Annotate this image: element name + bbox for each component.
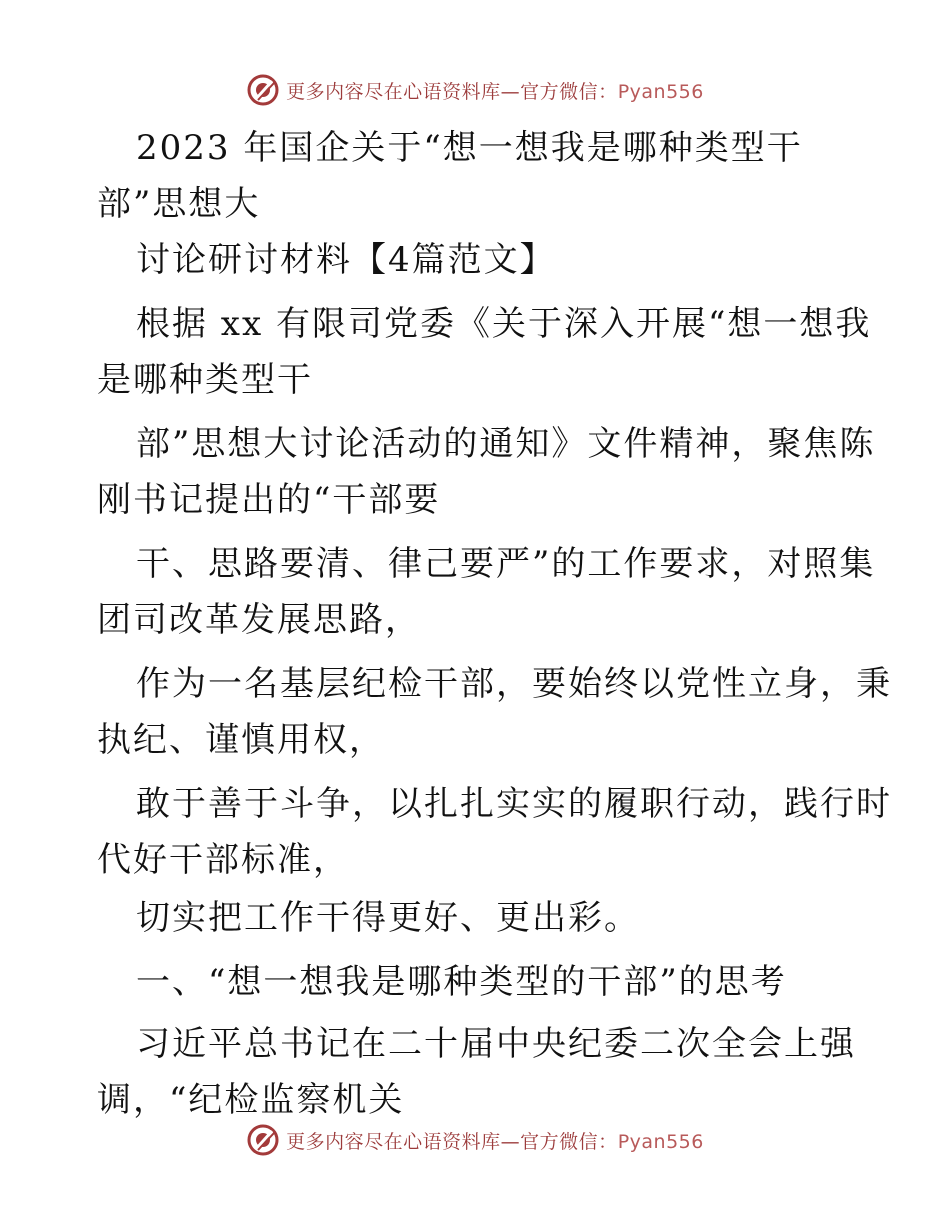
watermark-brand: 更多内容尽在心语资料库	[286, 80, 501, 103]
paragraph-line: 是哪种类型干	[97, 360, 313, 400]
paragraph-line: 调，“纪检监察机关	[97, 1080, 405, 1120]
paragraph-line: 切实把工作干得更好、更出彩。	[136, 898, 640, 938]
header-watermark	[0, 70, 950, 110]
paragraph-line: 代好干部标准，	[97, 840, 349, 880]
paragraph-line: 根据 xx 有限司党委《关于深入开展“想一想我	[136, 304, 872, 344]
paragraph-line: 干、思路要清、律己要严”的工作要求，对照集	[136, 544, 876, 584]
watermark-wechat-label: 官方微信：	[520, 80, 618, 103]
paragraph-line: 部”思想大讨论活动的通知》文件精神，聚焦陈	[136, 424, 876, 464]
paragraph-line: 团司改革发展思路，	[97, 600, 421, 640]
paragraph-line: 习近平总书记在二十届中央纪委二次全会上强	[136, 1024, 856, 1064]
watermark-separator: —	[500, 1130, 521, 1153]
title-line-3: 讨论研讨材料【4篇范文】	[136, 240, 556, 280]
watermark-wechat-id: Pyan556	[617, 80, 704, 103]
paragraph-line: 作为一名基层纪检干部，要始终以党性立身，秉	[136, 664, 892, 704]
brand-logo-icon	[246, 73, 280, 107]
title-line-2: 部”思想大	[97, 184, 261, 224]
paragraph-line: 敢于善于斗争，以扎扎实实的履职行动，践行时	[136, 784, 892, 824]
section-heading: 一、“想一想我是哪种类型的干部”的思考	[136, 962, 787, 1002]
paragraph-line: 执纪、谨慎用权，	[97, 720, 385, 760]
watermark-wechat-id: Pyan556	[617, 1130, 704, 1153]
paragraph-line: 刚书记提出的“干部要	[97, 480, 441, 520]
brand-logo-icon	[246, 1123, 280, 1157]
watermark-separator: —	[500, 80, 521, 103]
watermark-wechat-label: 官方微信：	[520, 1130, 618, 1153]
footer-watermark	[0, 1120, 950, 1160]
watermark-brand: 更多内容尽在心语资料库	[286, 1130, 501, 1153]
title-line-1: 2023 年国企关于“想一想我是哪种类型干	[136, 128, 803, 168]
watermark-text	[286, 77, 704, 104]
watermark-text	[286, 1127, 704, 1154]
